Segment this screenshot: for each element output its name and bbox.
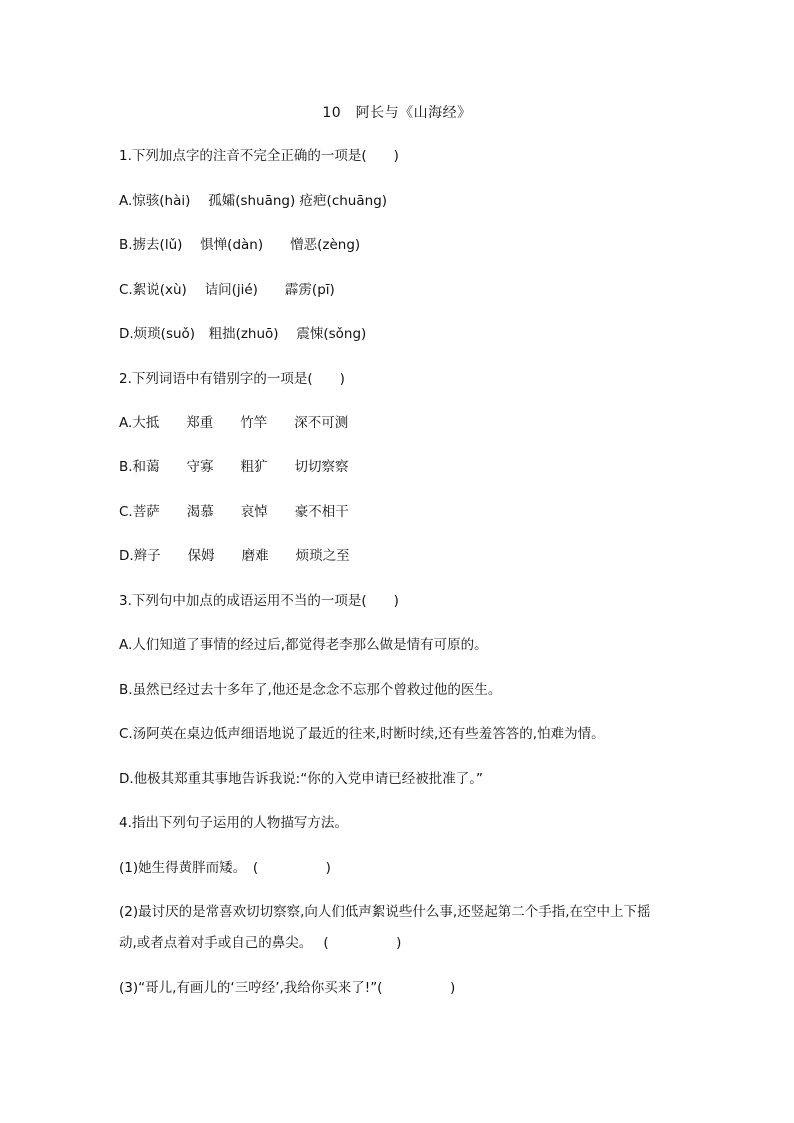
question-3-stem: 3.下列句中加点的成语运用不当的一项是( )	[119, 593, 399, 609]
question-2-option-c: C.菩萨 渴慕 哀悼 豪不相干	[119, 504, 349, 520]
question-4-item-3: (3)“哥儿,有画儿的‘三哼经’,我给你买来了!”( )	[119, 980, 456, 996]
question-2-option-a: A.大抵 郑重 竹竿 深不可测	[119, 415, 349, 431]
question-4-item-2-line-1: (2)最讨厌的是常喜欢切切察察,向人们低声絮说些什么事,还竖起第二个手指,在空中上下摇	[119, 904, 651, 920]
question-1-option-b: B.掳去(lǔ) 惧惮(dàn) 憎恶(zèng)	[119, 237, 361, 253]
question-2-stem: 2.下列词语中有错别字的一项是( )	[119, 371, 345, 387]
question-4-item-1: (1)她生得黄胖而矮。 ( )	[119, 860, 331, 876]
question-2-option-b: B.和蔼 守寡 粗犷 切切察察	[119, 459, 349, 475]
question-3-option-b: B.虽然已经过去十多年了,他还是念念不忘那个曾救过他的医生。	[119, 682, 502, 698]
question-4-stem: 4.指出下列句子运用的人物描写方法。	[119, 815, 348, 831]
question-2-option-d: D.辫子 保姆 磨难 烦琐之至	[119, 548, 350, 564]
lesson-title: 10 阿长与《山海经》	[322, 105, 472, 121]
question-1-option-c: C.絮说(xù) 诘问(jié) 霹雳(pī)	[119, 282, 335, 298]
question-3-option-a: A.人们知道了事情的经过后,都觉得老李那么做是情有可原的。	[119, 637, 488, 653]
question-3-option-c: C.汤阿英在桌边低声细语地说了最近的往来,时断时续,还有些羞答答的,怕难为情。	[119, 726, 605, 742]
question-1-option-d: D.烦琐(suǒ) 粗拙(zhuō) 震悚(sǒng)	[119, 326, 367, 342]
question-1-stem: 1.下列加点字的注音不完全正确的一项是( )	[119, 148, 399, 164]
question-4-item-2-line-2: 动,或者点着对手或自己的鼻尖。 ( )	[119, 935, 402, 951]
question-3-option-d: D.他极其郑重其事地告诉我说:“你的入党申请已经被批准了。”	[119, 771, 483, 787]
question-1-option-a: A.惊骇(hài) 孤孀(shuāng) 疮疤(chuāng)	[119, 193, 388, 209]
